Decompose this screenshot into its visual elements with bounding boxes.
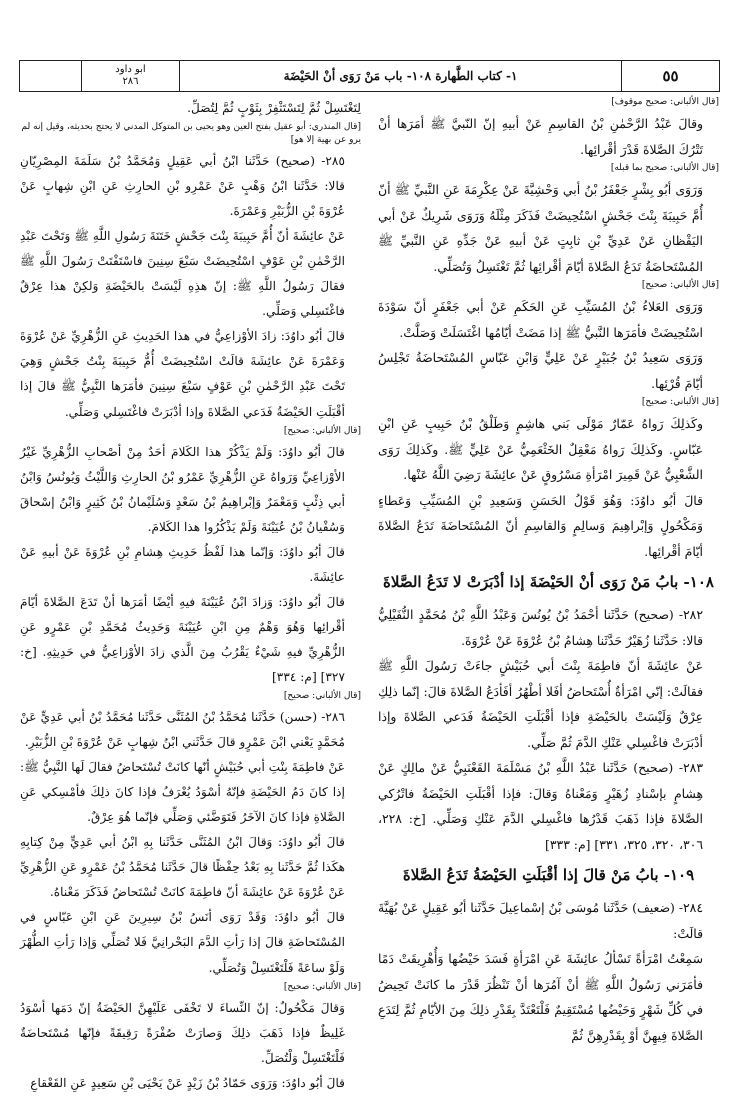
abu-dawud-comment: قالَ أبُو داوُدَ: وَهُوَ قَوْلُ الحَسَنِ وَسَعِيدِ بْنِ المُسَيِّبِ وَعَطاءٍ وَمَكْحُولٍ وَإبْراهِيمَ وَسالِمٍ وَالقاسِمِ أنّ المُسْتَحاضَةَ تَدَعُ الصَّلاةَ أيّامَ أقْرائِها. [378,492,703,559]
hadith-285-isnad: ٢٨٥- (صحيح) حَدَّثَنا ابْنُ أبي عَقِيلٍ وَمُحَمَّدُ بْنُ سَلَمَةَ المِصْرِيّانِ قالا: حَدَّثَنا ابْنُ وَهْبٍ عَنْ عَمْرِو بْنِ الحارِثِ عَنِ ابْنِ شِهابٍ عَنْ عُرْوَةَ بْنِ الزُّبَيْرِ وَعَمْرَةَ. [20,154,345,219]
paragraph: وَرَوَى أبُو بِشْرٍ جَعْفَرُ بْنُ أبي وَحْشِيَّةَ عَنْ عِكْرِمَةَ عَنِ النَّبيِّ ﷺ أنّ أُمَّ حَبِيبَةَ بِنْتَ جَحْشٍ اسْتُحِيضَتْ فَذَكَرَ مِثْلَهُ وَرَوَى شَرِيكٌ عَنْ أبي اليَقْظانِ عَنْ عَدِيِّ بْنِ ثابِتٍ عَنْ أبيهِ عَنْ جَدِّهِ عَنِ النَّبيِّ ﷺ المُسْتَحاضَةُ تَدَعُ الصَّلاةَ أيّامَ أقْرائِها ثُمَّ تَغْتَسِلُ وَتُصَلِّي. [378,182,703,274]
grading-label: [قال الألباني: صحيح بما قبله] [610,163,719,173]
page-header [19,60,720,92]
paragraph: وَقالَ مَكْحُولٌ: إنّ النِّساءَ لا تَخْفَى عَلَيْهِنَّ الحَيْضَةُ إنّ دَمَها أسْوَدُ غَلِيظٌ فإذا ذَهَبَ ذلِكَ وَصارَتْ صُفْرَةً رَقِيقَةً فإنّها مُسْتَحاضَةٌ فَلْتَغْتَسِلْ وَلْتُصَلِّ. [20,1000,345,1065]
abu-dawud-comment: قالَ أبُو داوُدَ: وَلَمْ يَذْكُرْ هذا الكَلامَ أحَدٌ مِنْ أصْحابِ الزُّهْرِيِّ غَيْرُ الأوْزاعِيِّ وَرَواهُ عَنِ الزُّهْرِيِّ عَمْرُو بْنُ الحارِثِ وَاللَّيْثُ وَيُونُسُ وَابْنُ أبي ذِئْبٍ وَمَعْمَرٌ وَإبْراهِيمُ بْنُ سَعْدٍ وَسُلَيْمانُ بْنُ كَثِيرٍ وَابْنُ إسْحاقَ وَسُفْيانُ بْنُ عُيَيْنَةَ وَلَمْ يَذْكُرُوا هذا الكَلامَ. [20,444,345,534]
grading-label: [قال الألباني: صحيح] [641,280,719,290]
chapter-heading-108: ١٠٨- بابُ مَنْ رَوَى أنْ الحَيْضَةَ إذا أدْبَرَتْ لا تَدَعُ الصَّلاةَ [383,573,714,591]
hadith-286-text: عَنْ فاطِمَةَ بِنْتِ أبي حُبَيْشٍ أنّها كانَتْ تُسْتَحاضُ فقالَ لَها النَّبِيُّ ﷺ: إذا كانَ دَمُ الحَيْضَةِ فإنّهُ أسْوَدُ يُعْرَفُ فإذا كانَ ذلِكَ فأمْسِكي عَنِ الصَّلاةِ فإذا كانَ الآخَرُ فَتَوَضَّئي وَصَلِّي فإنّما هُوَ عِرْقٌ. [20,760,345,825]
abu-dawud-comment: قالَ أبُو داوُدَ: وَزادَ ابْنُ عُيَيْنَةَ فيهِ أيْضًا أمَرَها أنْ تَدَعَ الصَّلاةَ أيّامَ أقْرائِها وَهُوَ وَهْمٌ مِنِ ابْنِ عُيَيْنَةَ وَحَدِيثُ مُحَمَّدِ بْنِ عَمْرٍو عَنِ الزُّهْرِيِّ فيهِ شَيْءٌ يَقْرُبُ مِنَ الَّذي زادَ الأوْزاعِيُّ في حَدِيثِهِ. [خ: ٣٢٧] [م: ٣٣٤] [20,594,345,684]
hadith-283: ٢٨٣- (صحيح) حَدَّثَنا عَبْدُ اللَّهِ بْنُ مَسْلَمَةَ القَعْنَبِيُّ عَنْ مالِكٍ عَنْ هِشامٍ بإسْنادِ زُهَيْرٍ وَمَعْناهُ وَقالَ: فإذا أقْبَلَتِ الحَيْضَةُ فاتْرُكي الصَّلاةَ فإذا ذَهَبَ قَدْرُها فاغْسِلي الدَّمَ عَنْكِ وَصَلِّي. [خ: ٢٢٨، ٣٠٦، ٣٢٠، ٣٢٥، ٣٣١] [م: ٣٣٣] [378,760,703,852]
hadith-285-text: عَنْ عائِشَةَ أنّ أُمَّ حَبِيبَةَ بِنْتَ جَحْشٍ خَتَنَةَ رَسُولِ اللَّهِ ﷺ وَتَحْتَ عَبْدِ الرَّحْمٰنِ بْنِ عَوْفٍ اسْتُحِيضَتْ سَبْعَ سِنِينَ فاسْتَفْتَتْ رَسُولَ اللَّهِ ﷺ فقالَ رَسُولُ اللَّهِ ﷺ: إنّ هذِهِ لَيْسَتْ بالحَيْضَةِ وَلكِنْ هذا عِرْقٌ فاغْتَسِلي وَصَلِّي. [20,229,345,319]
book-volume: ٢٨٦ [122,76,139,87]
hadith-284-text: سَمِعْتُ امْرَأةً تَسْألُ عائِشَةَ عَنِ امْرَأةٍ فَسَدَ حَيْضُها وَأُهْرِيقَتْ دَمًا فأمَرَني رَسُولُ اللَّهِ ﷺ أنْ آمُرَها أنْ تَنْظُرَ قَدْرَ ما كانَتْ تَحِيضُ في كُلِّ شَهْرٍ وَحَيْضُها مُسْتَقِيمٌ فَلْتَعْتَدَّ بِقَدْرِ ذلِكَ مِنَ الأيّامِ ثُمَّ لِتَدَعِ الصَّلاةَ فِيهِنَّ أوْ بِقَدْرِهِنَّ ثُمَّ [378,951,703,1043]
abu-dawud-comment: قالَ أبُو داوُدَ: زادَ الأوْزاعِيُّ في هذا الحَدِيثِ عَنِ الزُّهْرِيِّ عَنْ عُرْوَةَ وَعَمْرَةَ عَنْ عائِشَةَ قالَتْ اسْتُحِيضَتْ أُمُّ حَبِيبَةَ بِنْتُ جَحْشٍ وَهِيَ تَحْتَ عَبْدِ الرَّحْمٰنِ بْنِ عَوْفٍ سَبْعَ سِنِينَ فأمَرَها النَّبِيُّ ﷺ قالَ إذا أقْبَلَتِ الحَيْضَةُ فَدَعي الصَّلاةَ وإذا أدْبَرَتْ فاغْتَسِلي وَصَلِّي. [20,329,345,419]
abu-dawud-comment: قالَ أبُو داوُدَ: وَإنّما هذا لَفْظُ حَدِيثِ هِشامِ بْنِ عُرْوَةَ عَنْ أبيهِ عَنْ عائِشَةَ. [20,544,345,584]
header-book-cell [81,61,179,91]
left-column [20,96,361,1096]
header-chapter-title: ١- كتاب الطَّهارة ١٠٨- باب مَنْ رَوَى أنْ الحَيْضَة [179,61,621,91]
right-column [378,96,719,1048]
paragraph: وَرَوَى سَعِيدُ بْنُ جُبَيْرٍ عَنْ عَلِيٍّ وَابْنِ عَبّاسٍ المُسْتَحاضَةُ تَجْلِسُ أيّامَ قُرْئِها. [378,350,703,391]
grading-label: [قال الألباني: صحيح موقوف] [611,97,719,107]
hadith-282-text: عَنْ عائِشَةَ أنّ فاطِمَةَ بِنْتَ أبي حُبَيْشٍ جاءَتْ رَسُولَ اللَّهِ ﷺ فقالَتْ: إنّي امْرَأةٌ أُسْتَحاضُ أفَلا أطْهُرُ أفَأدَعُ الصَّلاةَ قالَ: إنّما ذلِكِ عِرْقٌ وَلَيْسَتْ بالحَيْضَةِ فإذا أقْبَلَتِ الحَيْضَةُ فَدَعي الصَّلاةَ وإذا أدْبَرَتْ فاغْسِلي عَنْكِ الدَّمَ ثُمَّ صَلِّي. [378,658,703,750]
abu-dawud-comment: قالَ أبُو داوُدَ: وَقَدْ رَوَى أنَسُ بْنُ سِيرِينَ عَنِ ابْنِ عَبّاسٍ في المُسْتَحاضَةِ قالَ إذا رَأتِ الدَّمَ البَحْرانِيَّ فَلا تُصَلِّي وَإذا رَأتِ الطُّهْرَ وَلَوْ ساعَةً فَلْتَغْتَسِلْ وَتُصَلِّي. [20,910,345,975]
paragraph: وَرَوَى العَلاءُ بْنُ المُسَيِّبِ عَنِ الحَكَمِ عَنْ أبي جَعْفَرٍ أنّ سَوْدَةَ اسْتُحِيضَتْ فأمَرَها النَّبيُّ ﷺ إذا مَضَتْ أيّامُها اغْتَسَلَتْ وَصَلَّتْ. [378,299,703,340]
grading-label: [قال الألباني: صحيح] [641,397,719,407]
mundhiri-note: [قال المنذري: أبو عقيل بفتح العين وهو يحيى بن المتوكل المدني لا يحتج بحديثه، وقيل إنه لم يرو عن بهية إلا هو] [21,122,361,146]
book-name: ابو داود [115,64,146,75]
hadith-284-isnad: ٢٨٤- (ضعيف) حَدَّثَنا مُوسَى بْنُ إسْماعِيلَ حَدَّثَنا أبُو عَقِيلٍ عَنْ بُهَيَّةَ قالَتْ: [378,900,703,941]
grading-label: [قال الألباني: صحيح] [283,425,361,436]
paragraph: لِتَغْتَسِلْ ثُمَّ لِتَسْتَثْفِرْ بِثَوْبٍ ثُمَّ لِتُصَلِّ. [187,101,361,115]
hadith-282-isnad: ٢٨٢- (صحيح) حَدَّثَنا أحْمَدُ بْنُ يُونُسَ وَعَبْدُ اللَّهِ بْنُ مُحَمَّدٍ النُّفَيْلِيُّ قالا: حَدَّثَنا زُهَيْرٌ حَدَّثَنا هِشامُ بْنُ عُرْوَةَ عَنْ عُرْوَةَ. [378,607,703,648]
paragraph: وكَذلِكَ رَواهُ عَمّارٌ مَوْلَى بَني هاشِمٍ وَطَلْقُ بْنُ حَبِيبٍ عَنِ ابْنِ عَبّاسٍ. وكَذلِكَ رَواهُ مَعْقِلٌ الخَثْعَمِيُّ عَنْ عَلِيٍّ ﷺ. وكَذلِكَ رَوَى الشَّعْبِيُّ عَنْ قَمِيرَ امْرَأةِ مَسْرُوقٍ عَنْ عائِشَةَ رَضِيَ اللَّهُ عَنْها. [378,416,703,482]
grading-label: [قال الألباني: صحيح] [283,691,361,702]
chapter-heading-109: ١٠٩- بابُ مَنْ قالَ إذا أقْبَلَتِ الحَيْضَةُ تَدَعُ الصَّلاةَ [402,866,695,884]
grading-label: [قال الألباني: صحيح] [283,981,361,992]
header-empty-cell [20,61,81,91]
abu-dawud-comment: قالَ أبُو داوُدَ: وَقالَ ابْنُ المُثَنَّى حَدَّثَنا بِهِ ابْنُ أبي عَدِيٍّ مِنْ كِتابِهِ هكَذا ثُمَّ حَدَّثَنا بِهِ بَعْدُ حِفْظًا قالَ حَدَّثَنا مُحَمَّدُ بْنُ عَمْرٍو عَنِ الزُّهْرِيِّ عَنْ عُرْوَةَ عَنْ عائِشَةَ أنّ فاطِمَةَ كانَتْ تُسْتَحاضُ فَذَكَرَ مَعْناهُ. [20,835,345,900]
hadith-286-isnad: ٢٨٦- (حسن) حَدَّثَنا مُحَمَّدُ بْنُ المُثَنَّى حَدَّثَنا مُحَمَّدُ بْنُ أبي عَدِيٍّ عَنْ مُحَمَّدٍ يَعْني ابْنَ عَمْرٍو قالَ حَدَّثَني ابْنُ شِهابٍ عَنْ عُرْوَةَ بْنِ الزُّبَيْرِ. [20,710,345,750]
paragraph: وقالَ عَبْدُ الرَّحْمٰنِ بْنُ القاسِمِ عَنْ أبيهِ إنّ النّبيَّ ﷺ أمَرَها أنْ تَتْرُكَ الصَّلاةَ قَدْرَ أقْرائِها. [378,116,703,157]
page-number: ٥٥ [621,61,719,91]
abu-dawud-comment: قالَ أبُو داوُدَ: وَرَوَى حَمّادُ بْنُ زَيْدٍ عَنْ يَحْيَى بْنِ سَعِيدٍ عَنِ القَعْقاعِ [30,1075,345,1090]
